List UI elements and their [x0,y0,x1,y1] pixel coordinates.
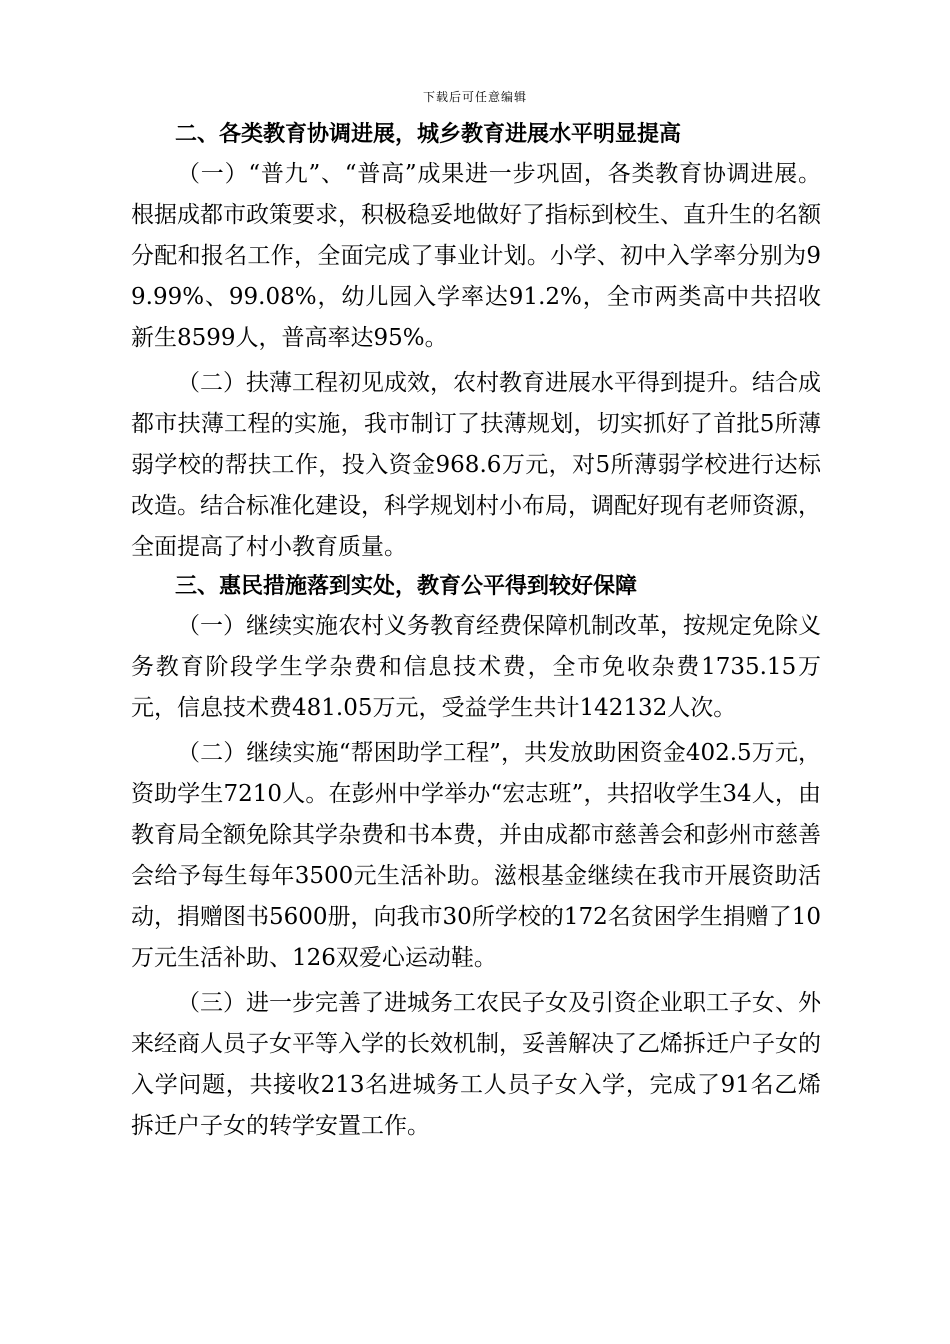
page-header-note: 下载后可任意编辑 [422,90,527,104]
paragraph-2-1: （一）“普九”、“普高”成果进一步巩固，各类教育协调进展。根据成都市政策要求，积极稳妥地做好了指标到校生、直升生的名额分配和报名工作，全面完成了事业计划。小学、初中入学率分别为99.99%、99.08%，幼儿园入学率达91.2%，全市两类高中共招收新生8599人，普高率达95%。 [131,161,821,351]
section-heading-2: 二、各类教育协调进展，城乡教育进展水平明显提高 [175,122,682,147]
section-heading-3: 三、惠民措施落到实处，教育公平得到较好保障 [175,574,638,599]
paragraph-3-1: （一）继续实施农村义务教育经费保障机制改革，按规定免除义务教育阶段学生学杂费和信息技术费，全市免收杂费1735.15万元，信息技术费481.05万元，受益学生共计142132人次。 [131,613,821,721]
paragraph-3-2: （二）继续实施“帮困助学工程”，共发放助困资金402.5万元，资助学生7210人。在彭州中学举办“宏志班”，共招收学生34人，由教育局全额免除其学杂费和书本费，并由成都市慈善会和彭州市慈善会给予每生每年3500元生活补助。滋根基金继续在我市开展资助活动，捐赠图书5600册，向我市30所学校的172名贫困学生捐赠了10万元生活补助、126双爱心运动鞋。 [131,740,821,971]
paragraph-2-2: （二）扶薄工程初见成效，农村教育进展水平得到提升。结合成都市扶薄工程的实施，我市制订了扶薄规划，切实抓好了首批5所薄弱学校的帮扶工作，投入资金968.6万元，对5所薄弱学校进行达标改造。结合标准化建设，科学规划村小布局，调配好现有老师资源，全面提高了村小教育质量。 [131,370,821,560]
document-body [131,116,821,1147]
paragraph-3-3: （三）进一步完善了进城务工农民子女及引资企业职工子女、外来经商人员子女平等入学的长效机制，妥善解决了乙烯拆迁户子女的入学问题，共接收213名进城务工人员子女入学，完成了91名乙烯拆迁户子女的转学安置工作。 [131,990,821,1139]
